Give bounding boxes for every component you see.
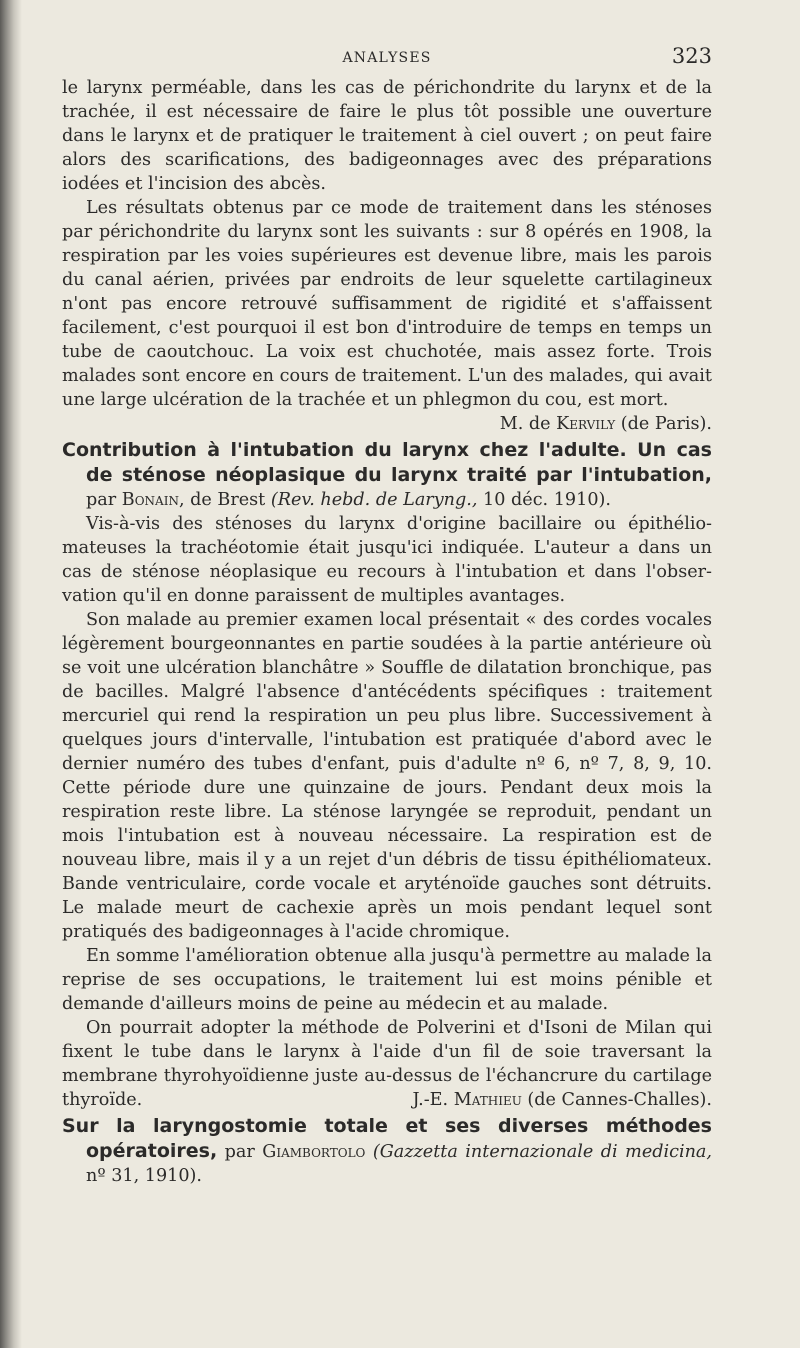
article2-signature	[388, 1088, 712, 1112]
article1-signature	[476, 412, 712, 436]
article1-paragraph-results-text: Les résultats obtenus par ce mode de traitement dans les sténoses par périchondrite du larynx sont les suivants : sur 8 opérés en 1908, la respiration par les voies supérieures est devenue libre, mais les parois du canal aérien, privées par endroits de leur squelette cartilagineux n'ont pas encore retrouvé suffisamment de rigidité et s'affaissent facilement, c'est pourquoi il est bon d'introduire de temps en temps un tube de caoutchouc. La voix est chuchotée, mais assez forte. Trois malades sont encore en cours de traitement. L'un des malades, qui avait une large ulcération de la trachée et un phlegmon du cou, est mort.	[62, 198, 712, 410]
article3-title: Sur la laryngostomie totale et ses diverses méthodes opératoires,	[62, 1115, 712, 1162]
article2-title: Contribution à l'intubation du larynx chez l'adulte. Un cas de sténose néoplasique du larynx traité par l'intubation,	[62, 439, 712, 486]
article3-journal: (Gazzetta internazionale di medicina,	[372, 1142, 713, 1162]
article3-date: nº 31, 1910).	[86, 1166, 203, 1186]
running-title: ANALYSES	[342, 50, 432, 66]
article2-paragraph-2: Son malade au premier examen local présentait « des cordes vocales légèrement bourgeonnantes en partie soudées à la partie antérieure où se voit une ulcération blanchâtre » Souffle de dilatation bronchique, pas de bacilles. Malgré l'absence d'antécédents spécifiques : traitement mercuriel qui rend la respiration un peu plus libre. Successivement à quelques jours d'intervalle, l'intubation est pratiquée d'abord avec le dernier numéro des tubes d'enfant, puis d'adulte nº 6, nº 7, 8, 9, 10. Cette période dure une quinzaine de jours. Pendant deux mois la respiration reste libre. La sténose laryngée se reproduit, pendant un mois l'intubation est à nouveau nécessaire. La respiration est de nouveau libre, mais il y a un rejet d'un débris de tissu épithéliomateux. Bande ventriculaire, corde vocale et aryténoïde gauches sont détruits. Le malade meurt de cachexie après un mois pendant lequel sont pratiqués des badigeonnages à l'acide chromique.	[62, 610, 712, 942]
page-number: 323	[671, 44, 712, 68]
article2-heading	[62, 438, 712, 512]
body-text	[62, 76, 712, 1188]
article2-author-place: , de Brest	[178, 490, 266, 510]
article3-author-name: Giambortolo	[262, 1142, 366, 1162]
article2-journal: (Rev. hebd. de Laryng.,	[270, 490, 478, 510]
article3-author-prefix: par	[224, 1142, 255, 1162]
article2-signature-place: (de Cannes-Challes).	[527, 1090, 712, 1110]
article2-date: 10 déc. 1910).	[483, 490, 611, 510]
book-binding-shadow	[0, 0, 22, 1348]
article2-paragraph-4-text: On pourrait adopter la méthode de Polverini et d'Isoni de Milan qui fixent le tube dans le larynx à l'aide d'un fil de soie traversant la membrane thyrohyoïdienne juste au-dessus de l'échancrure du cartilage thyroïde.	[62, 1018, 712, 1110]
article2-author-prefix: par	[86, 490, 117, 510]
article2-paragraph-1: Vis-à-vis des sténoses du larynx d'origine bacillaire ou épithéliomateuses la trachéotomie était jusqu'ici indiquée. L'auteur a dans un cas de sténose néoplasique eu recours à l'intubation et dans l'observation qu'il en donne paraissent de multiples avantages.	[62, 514, 712, 606]
page	[62, 40, 712, 1320]
article1-paragraph-continued: le larynx perméable, dans les cas de périchondrite du larynx et de la trachée, il est nécessaire de faire le plus tôt possible une ouverture dans le larynx et de pratiquer le traitement à ciel ouvert ; on peut faire alors des scarifications, des badigeonnages avec des préparations iodées et l'incision des abcès.	[62, 78, 712, 194]
article1-signature-prefix: M. de	[499, 414, 551, 434]
article1-paragraph-results	[62, 196, 712, 434]
article2-signature-prefix: J.-E.	[412, 1090, 449, 1110]
article1-signature-name: Kervily	[556, 414, 616, 434]
article3-heading	[62, 1114, 712, 1188]
running-head	[62, 40, 712, 76]
article2-signature-name: Mathieu	[453, 1090, 522, 1110]
article2-author-name: Bonain	[121, 490, 179, 510]
article1-signature-place: (de Paris).	[620, 414, 712, 434]
article2-paragraph-4	[62, 1016, 712, 1112]
article2-paragraph-3: En somme l'amélioration obtenue alla jusqu'à permettre au malade la reprise de ses occupations, le traitement lui est moins pénible et demande d'ailleurs moins de peine au médecin et au malade.	[62, 946, 712, 1014]
